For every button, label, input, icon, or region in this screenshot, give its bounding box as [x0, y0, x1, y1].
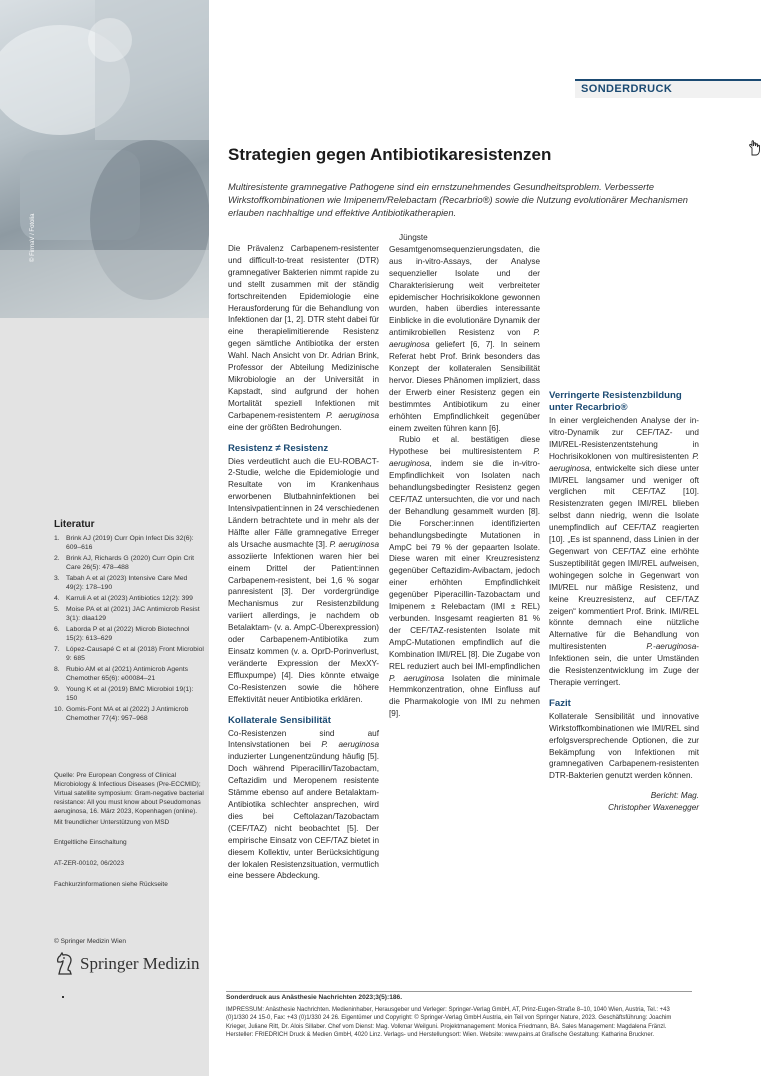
literature-item: 8. Rubio AM et al (2021) Antimicrob Agents Chemother 65(6): e00084–21 [54, 666, 189, 682]
literature-item: 9. Young K et al (2019) BMC Microbiol 19(1): 150 [54, 686, 194, 702]
copyright: © Springer Medizin Wien [54, 938, 126, 945]
footer-title: Sonderdruck aus Anästhesie Nachrichten 2023;3(5):186. [226, 994, 403, 1001]
springer-logo-text: Springer Medizin [80, 954, 200, 973]
paragraph: Jüngste Gesamtgenomsequenzierungsdaten, die aus in-vitro-Assays, der Analyse sequenzieller Isolate und der Charakterisierung weit verbreiteter epidemischer Hochrisikoklone gewonnen wurden, haben überdies interessante Einblicke in die evolutionäre Dynamik der antimikrobiellen Resistenz von P. aeruginosa geliefert [6, 7]. In seinem Referat hebt Prof. Brink besonders das Konzept der kollateralen Sensibilität hervor. Dieses Phänomen impliziert, dass der Erwerb einer Resistenz gegen ein bestimmtes Antibiotikum zu einer erhöhten Empfindlichkeit gegenüber einem zweiten führen kann [6]. [389, 233, 540, 433]
literature-item: 1. Brink AJ (2019) Curr Opin Infect Dis 32(6): 609–616 [54, 535, 194, 551]
article-column-2 [389, 232, 540, 720]
article-column-3 [549, 380, 699, 814]
code-note: AT-ZER-00102, 06/2023 [54, 860, 124, 867]
section-heading-resistenz: Resistenz ≠ Resistenz [228, 442, 329, 454]
paragraph: Co-Resistenzen sind auf Intensivstationen bei P. aeruginosa induzierter Lungenentzündung häufig [5]. Doch während Piperacillin/Tazobactam, Ceftazidim und Meropenem resistente Stämme ebenso auf andere Betalaktam-Antibiotika schlechter ansprechen, wird dies bei Ceftolazan/Tazobactam (CEF/TAZ) nicht beobachtet [5]. Der empirische Einsatz von CEF/TAZ bietet in diesem Kollektiv, unter Berücksichtigung der lokalen Resistenzsituation, vermutlich eine bessere Abdeckung. [228, 728, 379, 881]
literature-section [54, 520, 204, 725]
paragraph: In einer vergleichenden Analyse der in-vitro-Dynamik zur CEF/TAZ- und IMI/REL-Resistenzentstehung in Hochrisikoklonen von multiresistenten P. aeruginosa, entwickelte sich diese unter IMI/REL langsamer und weniger oft verglichen mit CEF/TAZ [10]. Resistenzraten gegen IMI/REL blieben selbst dann niedrig, wenn die Isolate unempfindlich auf CEF/TAZ reagierten [10]. „Es ist spannend, dass Linien in der Gegenwart von CEF/TAZ eine erhöhte Suszeptibilität gegen IMI/REL aufweisen, wohingegen solche in Gegenwart von IMI/REL nur mäßige Resistenz, und keine Kreuzresistenz, auf CEF/TAZ zeigen“ kommentiert Prof. Brink. IMI/REL könnte demnach eine nützliche Alternative für die Behandlung von multiresistenten P.-aeruginosa-Infektionen sein, die unter Umständen die Resistenzentwicklung im Zuge der Therapie verringert. [549, 416, 699, 687]
paid-note: Entgeltliche Einschaltung [54, 839, 127, 846]
literature-title: Literatur [54, 519, 95, 530]
paragraph: Die Prävalenz Carbapenem-resistenter und difficult-to-treat resistenter (DTR) gramnegativer Bakterien nimmt rapide zu und stellt zusammen mit der ständig fortschreitenden Epidemiologie eine Herausforderung für die Behandlung von Infektionen dar [1, 2]. DTR steht dabei für eine therapielimitierende Resistenz gegen sämtliche Antibiotika der ersten Wahl. Nach Ansicht von Dr. Adrian Brink, Professor der Abteilung Medizinische Mikrobiologie an der Universität in Kapstadt, sind aufgrund der hohen Mortalität speziell Infektionen mit Carbapenem-resistentem P. aeruginosa eine der größten Bedrohungen. [228, 244, 379, 432]
literature-item: 5. Moise PA et al (2021) JAC Antimicrob Resist 3(1): dlaa129 [54, 606, 200, 622]
article-lead: Multiresistente gramnegative Pathogene sind ein ernstzunehmendes Gesundheitsproblem. Verbesserte Wirkstoffkombinationen wie Imipenem/Relebactam (Recarbrio®) sowie die Nutzung evolutionärer Mechanismen erlauben nachhaltige und effektive Antibiotikatherapien. [228, 182, 688, 219]
fachkurz-note: Fachkurzinformationen siehe Rückseite [54, 881, 168, 888]
photo-credit: © FirmaV / Fotolia [30, 213, 36, 262]
byline: Bericht: Mag. Christopher Waxenegger [608, 791, 699, 813]
support-note: Mit freundlicher Unterstützung von MSD [54, 819, 170, 826]
springer-logo [54, 952, 199, 976]
literature-item: 10. Gomis-Font MA et al (2022) J Antimicrob Chemother 77(4): 957–968 [54, 706, 189, 722]
article-column-1 [228, 243, 379, 882]
impressum-footer [226, 994, 692, 1040]
pointing-hand-icon [748, 140, 761, 156]
photo-illustration [0, 0, 209, 318]
section-heading-kollateral: Kollaterale Sensibilität [228, 714, 331, 726]
footer-divider [226, 991, 692, 992]
literature-list [54, 534, 204, 723]
sonderdruck-badge: SONDERDRUCK [575, 81, 761, 98]
paragraph: Dies verdeutlicht auch die EU-ROBACT-2-Studie, welche die Epidemiologie und Resultate von im Krankenhaus erworbenen Blutbahninfektionen bei Intensivpatient:innen in 24 verschiedenen Ländern betrachtete und in mehr als der Hälfte aller Fälle gramnegative Erreger als Ursache ausmachte [3]. P. aeruginosa assoziierte Infektionen waren hier bei einem Drittel der Patient:innen Carbapenem-resistent, bei 1,6 % sogar panresistent [3]. Der vordergründige Mechanismus zur Resistenzbildung variiert allerdings, je nachdem ob Betalaktam- (v. a. AmpC-Überexpression) oder Carbapenem-Antibiotika zum Einsatz kommen (v. a. OprD-Porinverlust, veränderte Expression der MexXY-Effluxpumpe) [4]. Dies könnte etwaige Co-Resistenzen sowie die höhere Effektivität neuer Antibiotika erklären. [228, 456, 380, 704]
left-sidebar [0, 0, 209, 1076]
header-photo [0, 0, 209, 318]
paragraph: Rubio et al. bestätigen diese Hypothese bei multiresistentem P. aeruginosa, indem sie die in-vitro-Empfindlichkeit von Isolaten nach behandlungsbedingter Resistenz gegen CEF/TAZ untersuchten, die vor und nach der Behandlung gesammelt wurden [8]. Die Forscher:innen identifizierten behandlungsbedingte Mutationen in AmpC bei 79 % der gepaarten Isolate. Diese waren mit einer Kreuzresistenz gegenüber Ceftazidim-Avibactam, jedoch einer erhöhten Empfindlichkeit gegenüber Piperacillin-Tazobactam und Imipenem ± Relebactam (IMI ± REL) verbunden. Insgesamt reagierten 81 % der CEF/TAZ-resistenten Isolate mit AmpC-Mutationen empfindlich auf die Kombination IMI/REL [8]. Die Zugabe von REL reduziert auch bei IMI-empfindlichen P. aeruginosa Isolaten die minimale Hemmkonzentration, ohne Einfluss auf die Pharmakologie von IMI zu nehmen [9]. [389, 435, 541, 719]
literature-item: 4. Karruli A et al (2023) Antibiotics 12(2): 399 [54, 595, 193, 602]
paragraph: Kollaterale Sensibilität und innovative Wirkstoffkombinationen wie IMI/REL sind erfolgsversprechende Optionen, die zur Bekämpfung von Infektionen mit gramnegativen Carbapenem-resistenten DTR-Bakterien genutzt werden können. [549, 711, 699, 781]
literature-item: 2. Brink AJ, Richards G (2020) Curr Opin Crit Care 26(5): 478–488 [54, 555, 195, 571]
chess-knight-icon [54, 952, 76, 976]
decorative-dot [62, 996, 64, 998]
source-note: Quelle: Pre European Congress of Clinical Microbiology & Infectious Diseases (Pre-ECCMID); Virtual satellite symposium: Gram-negative bacterial resistance: All you must know about Pseudomonas aeruginosa, 16. März 2023, Kopenhagen (online). [54, 772, 204, 815]
section-heading-fazit: Fazit [549, 697, 571, 709]
literature-item: 6. Laborda P et al (2022) Microb Biotechnol 15(2): 613–629 [54, 626, 190, 642]
literature-item: 7. López-Causapé C et al (2018) Front Microbiol 9: 685 [54, 646, 204, 662]
section-heading-verringerte: Verringerte Resistenzbildung unter Recarbrio® [549, 390, 682, 413]
literature-item: 3. Tabah A et al (2023) Intensive Care Med 49(2): 178–190 [54, 575, 188, 591]
article-title: Strategien gegen Antibiotikaresistenzen [228, 145, 552, 164]
footer-text: IMPRESSUM: Anästhesie Nachrichten. Medieninhaber, Herausgeber und Verleger: Springer-Verlag GmbH, AT, Prinz-Eugen-Straße 8–10, 1040 Wien, Austria, Tel.: +43 (0)1/330 24 15-0, Fax: +43 (0)1/330 24 26. Eigentümer und Copyright: © Springer-Verlag GmbH Austria, ein Teil von Springer Nature, 2023. Geschäftsführung: Joachim Krieger, Juliane Ritt, Dr. Alois Sillaber. Chef vom Dienst: Mag. Volkmar Weilguni. Projektmanagement: Monica Friedmann, BA. Sales Management: Magdalena Fränzl. Hersteller: FRIEDRICH Druck & Medien GmbH, 4020 Linz. Verlags- und Herstellungsort: Wien. Website: www.pains.at Grafische Gestaltung: Katharina Bruckner. [226, 1006, 672, 1039]
